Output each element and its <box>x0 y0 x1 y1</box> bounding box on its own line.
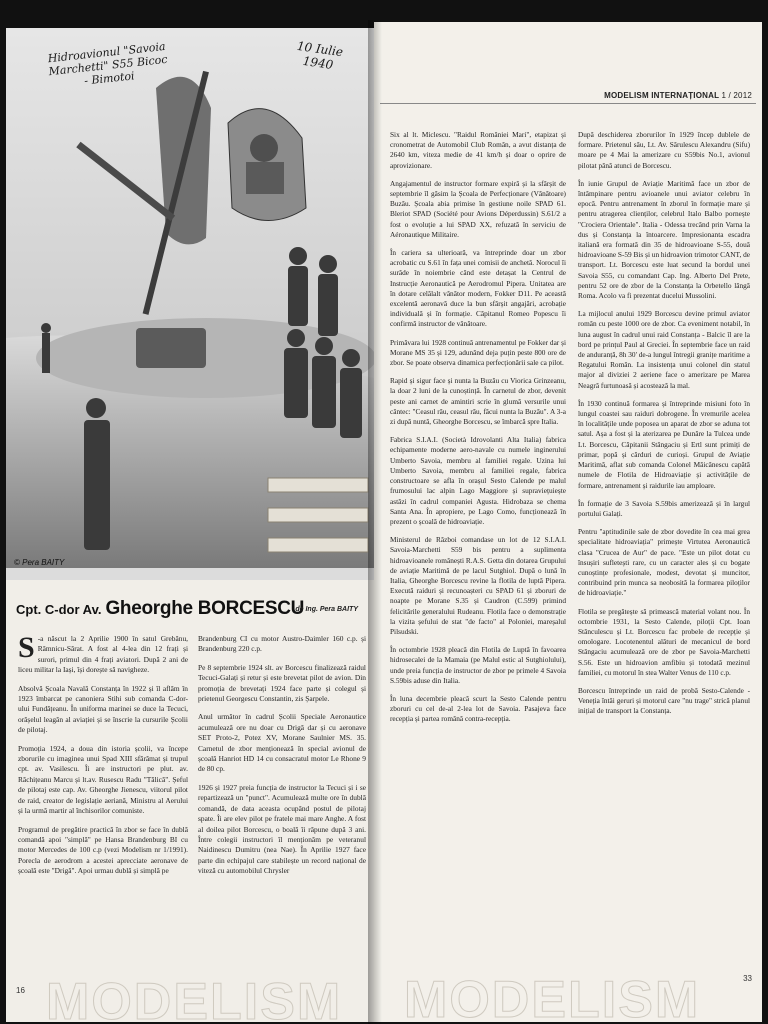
page-number: 16 <box>16 986 25 995</box>
paragraph: În cariera sa ulterioară, va întreprinde doar un zbor acrobatic cu S.61 în fața unei comisii de anchetă. Norocul îi surâde în noiembrie când este detașat la Centrul de Instrucție Aeronautică pe Aerodromul Pipera. Unitatea are în dotare celălalt vânător modern, Fokker D11. Pe această excelentă aeronavă duce la bun sfârșit angajări, acrobație individuală și în formație. Căpitanul Romeo Popescu îi confirmă instructor de vânătoare. <box>390 248 566 329</box>
article-author: de Ing. Pera BAITY <box>295 606 358 613</box>
header-text <box>604 91 752 100</box>
paragraph: Rapid și sigur face și nunta la Buzău cu Viorica Grinzeanu, la doar 2 luni de la cunoștință. În carnetul de zbor, devenit peste ani carnet de amintiri scrie în glumă versurile unui cântec: "Ceasul rău, ceasul rău, făcui nunta la Buzău". A 3-a zi după nuntă, Gheorghe Borcescu, se îmbarcă spre Italia. <box>390 376 566 427</box>
magazine-name: MODELISM INTERNAȚIONAL <box>604 91 720 100</box>
paragraph: Programul de pregătire practică în zbor se face în dublă comandă apoi "simplă" pe Hansa Brandenburg BI cu motor Mercedes de 100 c.p (vezi Modelism nr 1/1991). Porecla de aerodrom a acestei aprecciate aeronave de școală este "Drigă". Apoi urmau dublă și simplă pe <box>18 824 188 876</box>
article-title <box>16 598 366 624</box>
paragraph: Borcescu întreprinde un raid de probă Sesto-Calende - Veneția întâi geruri și motorul care "nu trage" strică planul inițial de transport la Constanța. <box>578 685 750 716</box>
paragraph: În formație de 3 Savoia S.59bis amerizează și în largul portului Galați. <box>578 498 750 518</box>
paragraph: În luna decembrie pleacă scurt la Sesto Calende pentru zboruri cu cel de-al 2-lea lot de Savoia. Pasajeva face recepția și partea română contra-recepția. <box>390 693 566 724</box>
handwritten-caption: Hidroavionul "Savoia Marchetti" S55 Bicoc - Bimotoi <box>47 39 169 88</box>
title-name: Gheorghe BORCESCU <box>105 598 305 619</box>
paragraph: Flotila se pregătește să primească material volant nou. În octombrie 1931, la Sesto Calende, piloții Cpt. Ioan Stănculescu și Lt. Borcescu fac probele de recepție și omologare. Locotenentul alături de mecanicul de bord Stângaciu acumulează ore de zbor pe Savoia-Marchetti S.56. Este un hidroavion amfibiu și totodată mezinul familiei, cu motorul în stea Walter Venus de 110 c.p. <box>578 606 750 677</box>
paragraph: Six al lt. Miclescu. "Raidul României Mari", etapizat și cronometrat de Automobil Club Român, a avut distanța de 2640 km, viteza medie de 41 km/h și doar o oprire de aprovizionare. <box>390 130 566 170</box>
paragraph: Primăvara lui 1928 continuă antrenamentul pe Fokker dar și Morane MS 35 și 129, adunând deja puțin peste 800 ore de zbor. Se poate observa dinamica perfecționării sale ca pilot. <box>390 337 566 368</box>
paragraph: În 1930 continuă formarea și întreprinde misiuni foto în lungul coastei sau raiduri dobrogene. În vremurile acelea în localitățile unde poposea un aparat de zbor se aduna tot satul. Așa a fost și la aterizarea pe Dunăre la Tulcea unde Lt. Borcescu, Căpitanii Stângaciu și Ertl sunt primiți de primar, popă și cărduri de curioși. Grupul de Aviație Maritimă, aflat sub comanda Colonel Măicănescu capătă numele de Flotila de Hidroaviație și activitățile de formare, antrenament și raidurile iau amploare. <box>578 398 750 490</box>
handwritten-date: 10 Iulie 1940 <box>296 38 344 72</box>
left-column-1 <box>18 631 188 885</box>
paragraph: Pe 8 septembrie 1924 slt. av Borcescu finalizează raidul Tecuci-Galați și retur și este brevetat pilot de avion. Din promoția de brevetați 1924 face parte și colegul și prietenul Georgescu Constantin, zis Șarpele. <box>198 662 366 704</box>
paragraph: După deschiderea zborurilor în 1929 încep dublele de formare. Prietenul său, Lt. Av. Sârulescu Alexandru (Sifu) moare pe 4 Mai la amerizare cu S59bis No.1, avionul pilotat până atunci de Borcescu. <box>578 130 750 170</box>
paragraph: Pentru "aptitudinile sale de zbor dovedite în cea mai grea specialitate hidroaviația" primește Virtutea Aeronautică clasa "Crucea de Aur" de pace. "Este un pilot dotat cu însușiri sufletești rare, cu un caracter ales și cu bogate cunoștințe profesionale, modest, devotat și muncitor, contribuind prin munca sa neobosită la formarea piloților de hidroaviație." <box>578 527 750 598</box>
running-header <box>380 90 756 104</box>
right-column-2 <box>578 130 750 725</box>
paragraph-text: -a născut la 2 Aprilie 1900 în satul Grebănu, Râmnicu-Sărat. A fost al 4-lea din 12 frați și surori, primul din 4 frați aviatori. După 2 ani de liceu militar la Iași, își dorește să navigheze. <box>18 634 188 675</box>
left-column-2 <box>198 634 366 885</box>
issue-number: 1 / 2012 <box>721 91 752 100</box>
paragraph: Angajamentul de instructor formare expiră și la sfârșit de septembrie îl găsim la Școala de Perfecționare (Vânătoare) Buzău. Școala abia primise în gestiune noile SPAD 61. Bleriot SPAD (Société pour Avions Déperdussin) S.61/2 a fost o evoluție a lui SPAD XX, refuzată în serviciu de Aéronautique Militaire. <box>390 178 566 239</box>
seaplane-photo <box>6 28 374 580</box>
dropcap: S <box>18 631 35 664</box>
page-number: 33 <box>743 974 752 983</box>
paragraph: În iunie Grupul de Aviație Maritimă face un zbor de întâmpinare pentru avioanele unui aviator celebru în epocă. Pentru antrenament în zborul în formație mare și pentru atragerea clienților, celebrul Italo Balbo pornește "Crociera Orientale". Italia - Odessa trecând prin Varna la dus și Constanța la întoarcere. Impresionanta escadra italiană era formată din 35 de hidroavioane S-55, două hidroavioane S-59 Bis și un hidroavion trimotor CANT, de transport. Lt. Borcescu este luat secund la bordul unei Savoia S55, cu comandant Cap. Ing. Alberto Del Prete, pentru 52 ore de zbor de la Constanța la Orbetello lângă Roma. Acolo va fi prezentat ducelui Mussolini. <box>578 178 750 301</box>
title-prefix: Cpt. C-dor Av. <box>16 602 102 617</box>
paragraph: Fabrica S.I.A.I. (Società Idrovolanti Alta Italia) fabrica echipamente moderne aero-navale cu numele inginerului Umberto Savoia, membru al familiei regale. Uzina lui Umberto Savoia, membru al familiei regale, fabrica constructoare se afla în orașul Sesto Calende pe malul frumosului lac alpin Lago Maggiore și supraviețuiește astăzi în cadrul companiei Agusta. Hidrobaza se chema Santa Ana. În apropiere, pe Lago Como, funcționează în prezent o școală de hidroaviație. <box>390 435 566 526</box>
paragraph: La mijlocul anului 1929 Borcescu devine primul aviator român cu peste 1000 ore de zbor. Ca eveniment notabil, în luna august în cadrul unui raid Constanța - Balcic îl are la bord pe prințul Paul al Greciei. În septembrie face un raid de anduranță, 8h 30' de-a lungul întregii granițe maritime a Regatului Român. La insistența unui colonel din statul major al diviziei 2 aeriene face o amerizare pe Marea Neagră furtunoasă și acostează la mal. <box>578 309 750 390</box>
photo-credit: © Pera BAITY <box>14 558 65 567</box>
paragraph: Brandenburg CI cu motor Austro-Daimler 160 c.p. și Brandenburg 220 c.p. <box>198 634 366 654</box>
paragraph: Absolvă Școala Navală Constanța în 1922 și îl aflăm în 1923 îmbarcat pe canoniera Stihi sub comanda C-dor-ului Fundățeanu. În uniforma marinei se duce la Tecuci, orășelul leagăn al aviației și se înscrie la cursurile Școlii de pilotaj. <box>18 683 188 735</box>
paragraph: În octombrie 1928 pleacă din Flotila de Luptă în favoarea hidrosecalei de la Mamaia (pe Malul estic al Sutghiolului), unde preia funcția de instructor de zbor pe primele 4 Savoia S.59bis aduse din Italia. <box>390 645 566 685</box>
paragraph <box>18 631 188 676</box>
footer-watermark: MODELISM <box>46 973 343 1022</box>
paragraph: 1926 și 1927 preia funcția de instructor la Tecuci și i se repartizează un "punct". Acumulează multe ore în dublă comandă, de data aceasta ocupând postul de pilotaj spate. Îi are elev pilot pe fratele mai mare Anghe. A fost al doilea pilot Borcescu, o boală îi răpune după 3 ani. Între colegii instructori îl menționăm pe veteranul Naidinescu Dumitru (nea Nae). În Aprilie 1927 face parte din echipajul care stabilește un record național de viteză cu automobilul Chrysler <box>198 782 366 876</box>
footer-watermark: MODELISM <box>404 971 701 1022</box>
left-page <box>6 28 374 1022</box>
paragraph: Promoția 1924, a doua din istoria școlii, va începe zborurile cu imaginea unui Spad XIII sfărâmat și trupul cpt. av. Vasilescu. Îi are instructori pe plut. av. Răchițeanu Marcu și lt.av. Rusescu Radu "Tălică". Șeful de pilotaj este cap. Av. Gheorghe Jienescu, viitorul pilot de raid, creator de legislație aeriană, Ministru al Aerului și la urmă martir al închisorilor comuniste. <box>18 743 188 816</box>
paragraph: Ministerul de Război comandase un lot de 12 S.I.A.I. Savoia-Marchetti S59 bis pentru a suplimenta hidroavioanele românești R.A.S. Getta din dotarea Grupului de aviație Maritimă de pe lacul Sutghiol. După o lună în Italia, Gheorghe Borcescu revine la flotila de luptă Pipera. Execută raiduri și recunoașteri cu SPAD 61 și zboruri de noapte pe Morane S.35 și Caudron (C.599) primind felicitările generalului Rudeanu. Flotila face o demonstrație la vizita șefului de stat "de facto" al Poloniei, mareșalul Pilsudski. <box>390 535 566 636</box>
paragraph: Anul următor în cadrul Școlii Speciale Aeronautice acumulează ore nu doar cu Drigă dar și cu aeronave SET Proto-2, Potez XV, Morane Saulnier MS. 35. Carnetul de zbor menționează în special avionul de școală Hanriot HD 14 cu consacratul motor Le Rhone 9 de 80 cp. <box>198 712 366 774</box>
photo-illustration <box>6 28 374 580</box>
gutter-shadow <box>368 20 382 1024</box>
right-column-1 <box>390 130 566 733</box>
right-page <box>374 22 762 1022</box>
